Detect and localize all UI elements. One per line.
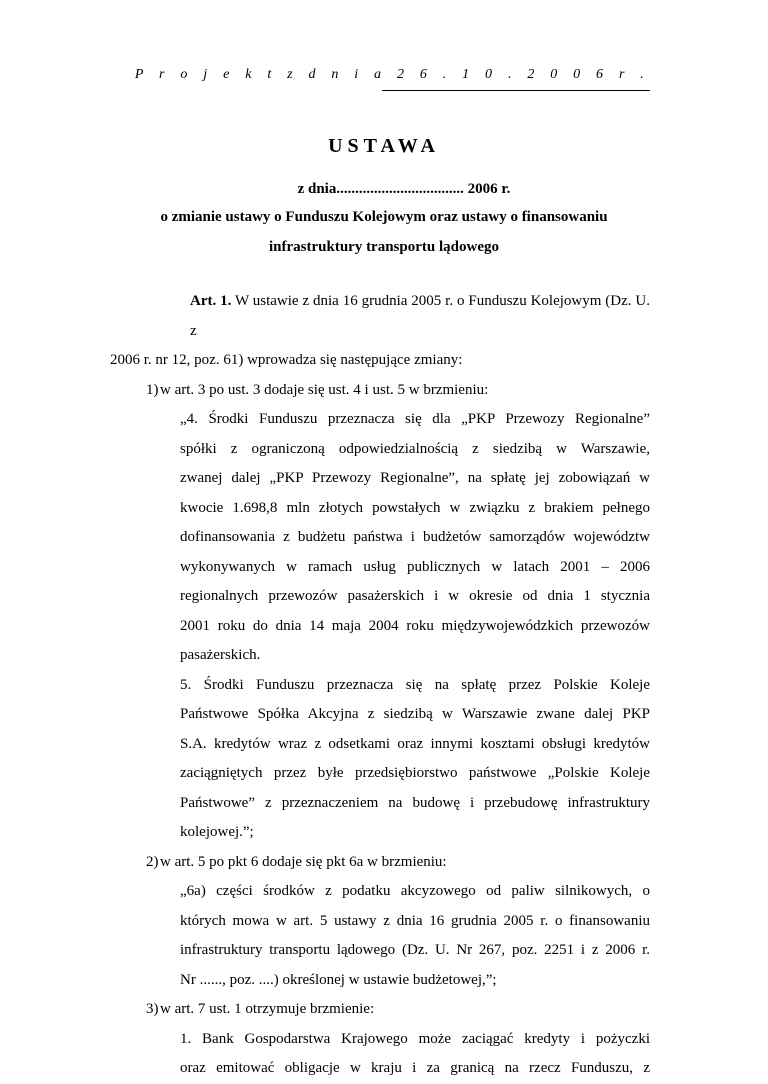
- document-date: z dnia.................................. 2006 r.: [297, 181, 511, 197]
- item-head: w art. 5 po pkt 6 dodaje się pkt 6a w brzmieniu:: [160, 853, 447, 870]
- item-number: 3): [146, 1001, 159, 1017]
- amendment-item-2: [132, 848, 650, 878]
- item-head: w art. 7 ust. 1 otrzymuje brzmienie:: [160, 1001, 375, 1017]
- text-line: spółki z ograniczoną odpowiedzialnością z siedzibą w Warszawie,: [180, 440, 650, 457]
- text-line: zaciągniętych przez byłe przedsiębiorstwo państwowe „Polskie Koleje: [180, 765, 650, 781]
- amendment-item-2-text: [180, 877, 650, 995]
- article-1-intro-line-2: 2006 r. nr 12, poz. 61) wprowadza się następujące zmiany:: [110, 352, 463, 368]
- text-line: Państwowe Spółka Akcyjna z siedzibą w Warszawie zwane dalej PKP: [180, 706, 650, 722]
- item-head: w art. 3 po ust. 3 dodaje się ust. 4 i ust. 5 w brzmieniu:: [160, 381, 489, 398]
- text-line: których mowa w art. 5 ustawy z dnia 16 grudnia 2005 r. o finansowaniu: [180, 912, 650, 929]
- project-date-header: P r o j e k t z d n i a 2 6 . 1 0 . 2 0 0 6 r .: [134, 67, 650, 82]
- text-line: dofinansowania z budżetu państwa i budżetów samorządów województw: [180, 529, 650, 545]
- text-line: S.A. kredytów wraz z odsetkami oraz innymi kosztami obsługi kredytów: [180, 735, 650, 752]
- text-line: kwocie 1.698,8 mln złotych powstałych w związku z brakiem pełnego: [180, 499, 650, 516]
- text-line: regionalnych przewozów pasażerskich i w okresie od dnia 1 stycznia: [180, 588, 650, 604]
- item-number: 2): [146, 853, 159, 870]
- text-line: zwanej dalej „PKP Przewozy Regionalne”, na spłatę jej zobowiązań w: [180, 470, 650, 486]
- document-subject-line-1: o zmianie ustawy o Funduszu Kolejowym oraz ustawy o finansowaniu: [160, 209, 608, 225]
- text-line: 5. Środki Funduszu przeznacza się na spłatę przez Polskie Koleje: [180, 676, 650, 693]
- document-title: USTAWA: [328, 135, 440, 157]
- article-1-intro-line-1: [190, 287, 650, 346]
- text-line: infrastruktury transportu lądowego (Dz. U. Nr 267, poz. 2251 i z 2006 r.: [180, 942, 650, 958]
- text-line: Państwowe” z przeznaczeniem na budowę i przebudowę infrastruktury: [180, 794, 650, 811]
- text-line: kolejowej.”;: [180, 824, 254, 840]
- text-line: pasażerskich.: [180, 647, 261, 663]
- text-line: „4. Środki Funduszu przeznacza się dla „PKP Przewozy Regionalne”: [180, 411, 650, 427]
- text-line: wykonywanych w ramach usług publicznych w latach 2001 – 2006: [180, 558, 650, 575]
- article-label: Art. 1.: [190, 293, 232, 309]
- text-line: 1. Bank Gospodarstwa Krajowego może zaciągać kredyty i pożyczki: [180, 1030, 650, 1047]
- text-line: Nr ......, poz. ....) określonej w ustawie budżetowej,”;: [180, 971, 497, 988]
- article-1-intro-text: W ustawie z dnia 16 grudnia 2005 r. o Funduszu Kolejowym (Dz. U. z: [190, 293, 650, 339]
- amendment-item-1-text: [180, 405, 650, 848]
- header-underline: [382, 90, 650, 91]
- amendment-item-3-text: [180, 1025, 650, 1084]
- amendment-item-1: [132, 376, 650, 406]
- article-1: [110, 287, 650, 1084]
- amendment-item-3: [132, 995, 650, 1025]
- item-number: 1): [146, 381, 159, 398]
- text-line: 2001 roku do dnia 14 maja 2004 roku międzywojewódzkich przewozów: [180, 617, 650, 634]
- text-line: „6a) części środków z podatku akcyzowego od paliw silnikowych, o: [180, 883, 650, 899]
- document-subject-line-2: infrastruktury transportu lądowego: [268, 239, 499, 255]
- text-line: oraz emitować obligacje w kraju i za granicą na rzecz Funduszu, z: [180, 1060, 650, 1076]
